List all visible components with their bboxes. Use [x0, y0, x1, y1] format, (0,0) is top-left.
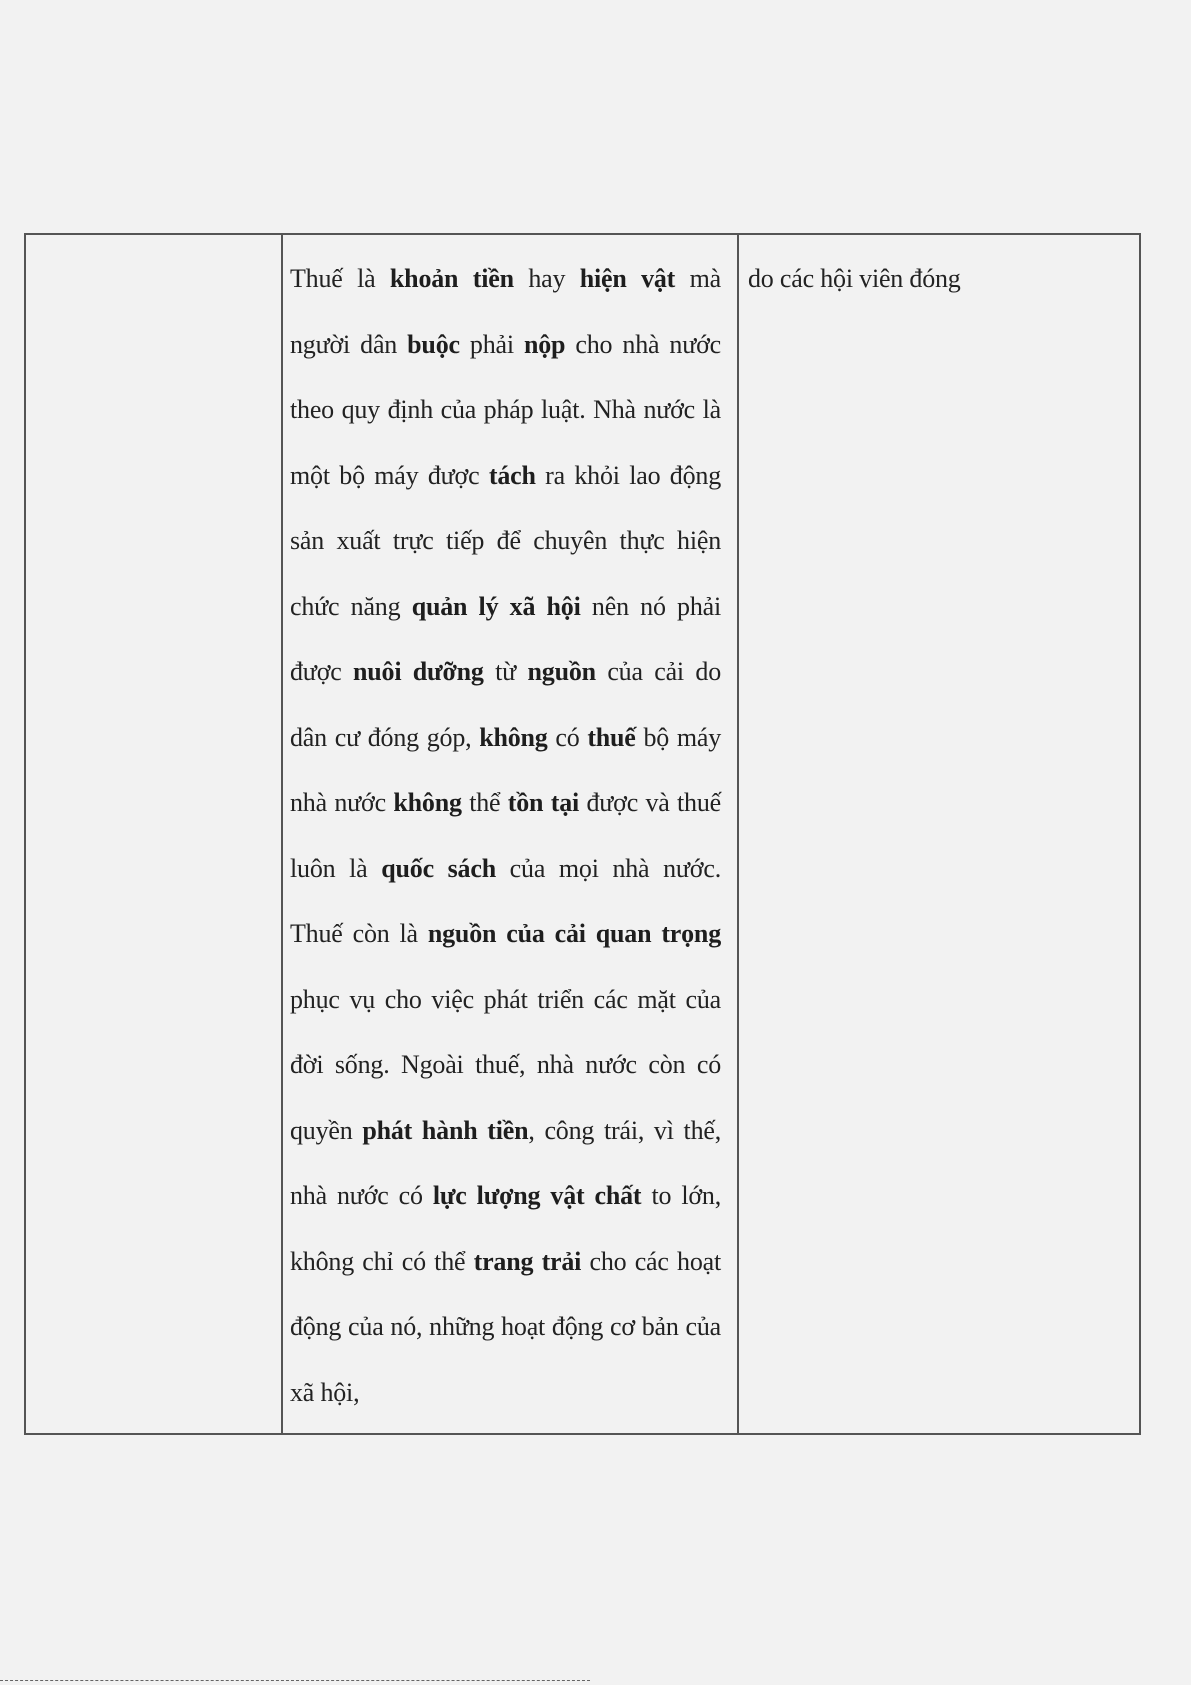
- bold-term: thuế: [587, 722, 636, 752]
- bold-term: trang trải: [473, 1246, 582, 1276]
- bold-term: không: [479, 722, 548, 752]
- text-run: có: [547, 722, 588, 752]
- text-run: thể: [461, 788, 508, 817]
- table-cell-note: [739, 235, 1139, 1433]
- bold-term: không: [393, 788, 462, 817]
- text-run: phục vụ cho việc phát triển các mặt của đời sống. Ngoài thuế, nhà nước còn có quyền: [290, 984, 721, 1145]
- text-run: bộ máy nhà nước: [290, 722, 721, 817]
- bold-term: nộp: [523, 329, 566, 359]
- text-run: nên nó phải được: [290, 591, 721, 686]
- text-run: mà người dân: [290, 264, 721, 359]
- bold-term: lực lượng vật chất: [432, 1181, 642, 1210]
- table-cell-empty: [26, 235, 283, 1433]
- content-table: [24, 233, 1141, 1435]
- bold-term: hiện vật: [579, 264, 676, 293]
- bold-term: nguồn: [527, 657, 596, 686]
- text-run: cho các hoạt động của nó, những hoạt động cơ bản của xã hội,: [290, 1246, 721, 1407]
- text-run: phải: [459, 329, 524, 359]
- bold-term: quốc sách: [381, 853, 496, 883]
- bold-term: tồn tại: [507, 788, 580, 817]
- bold-term: quản lý xã hội: [411, 591, 581, 621]
- text-run: cho nhà nước theo quy định của pháp luật. Nhà nước là một bộ máy được: [290, 329, 721, 490]
- text-run: của mọi nhà nước. Thuế còn là: [290, 853, 721, 948]
- bold-term: tách: [488, 460, 536, 490]
- tax-description-paragraph: [290, 246, 721, 1425]
- table-cell-tax-description: [283, 235, 739, 1433]
- member-contribution-text: do các hội viên đóng: [748, 264, 961, 293]
- bold-term: phát hành tiền: [362, 1115, 529, 1145]
- text-run: được và thuế luôn là: [290, 788, 721, 883]
- text-run: hay: [513, 264, 580, 293]
- text-run: , công trái, vì thế, nhà nước có: [290, 1115, 722, 1210]
- text-run: Thuế là: [290, 264, 390, 293]
- bold-term: nguồn của cải quan trọng: [427, 919, 721, 948]
- bold-term: nuôi dưỡng: [353, 657, 484, 686]
- text-run: to lớn, không chỉ có thể: [290, 1181, 722, 1276]
- text-run: từ: [483, 657, 528, 686]
- text-run: ra khỏi lao động sản xuất trực tiếp để chuyên thực hiện chức năng: [290, 460, 721, 621]
- bold-term: buộc: [407, 329, 460, 359]
- bold-term: khoản tiền: [389, 264, 514, 293]
- text-run: của cải do dân cư đóng góp,: [290, 657, 721, 752]
- page-bottom-rule: [0, 1680, 590, 1681]
